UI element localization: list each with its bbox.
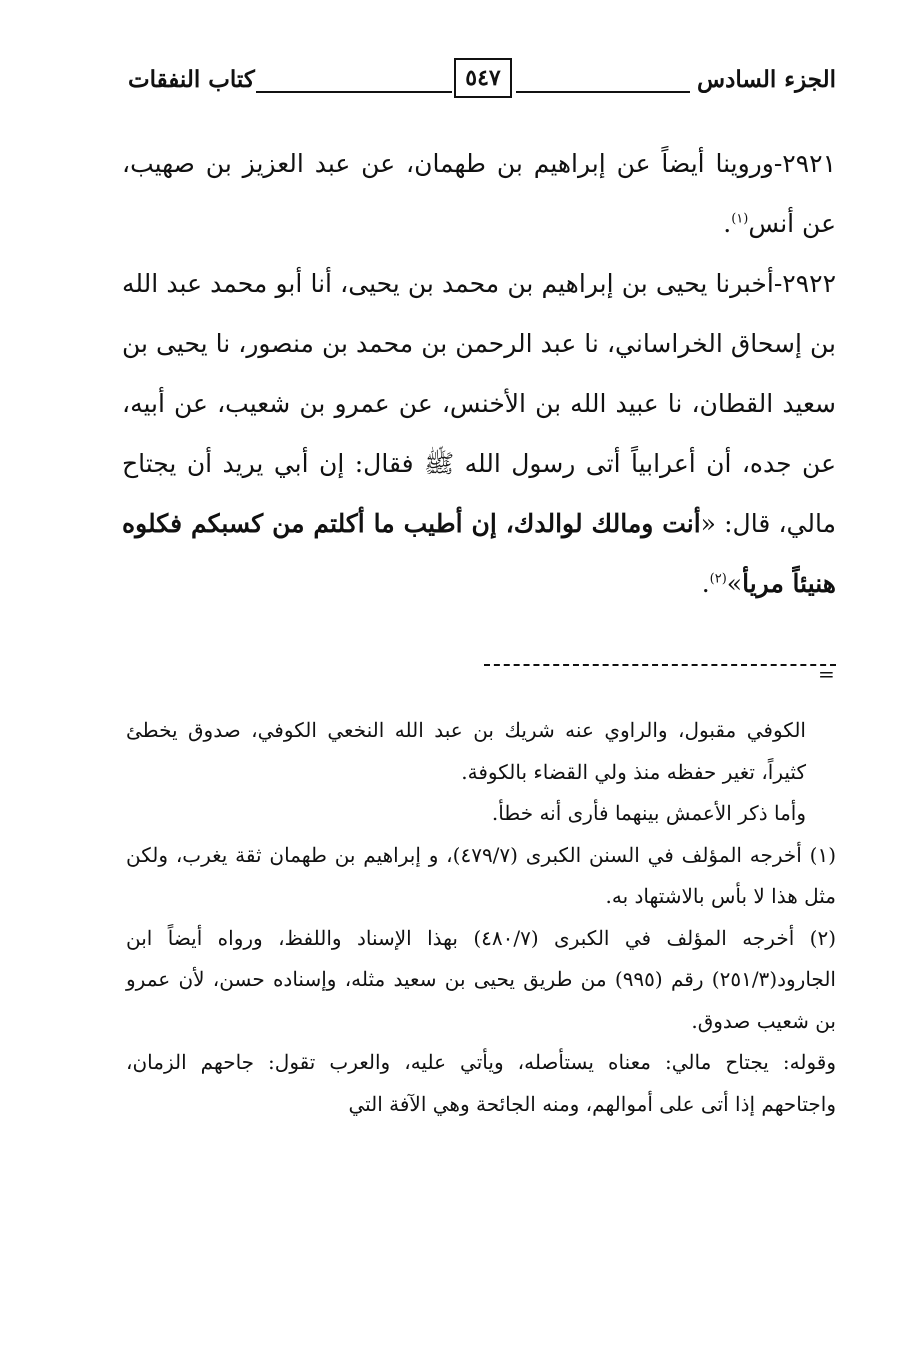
hadith-2922-isnad: ٢٩٢٢-أخبرنا يحيى بن إبراهيم بن محمد بن يحيى، أنا أبو محمد عبد الله بن إسحاق الخراساني، نا عبد الرحمن بن محمد بن منصور، نا يحيى بن سعيد القطان، نا عبيد الله بن الأخنس، عن عمرو بن شعيب، عن أبيه، عن جده، أن أعرابياً أتى رسول الله ﷺ فقال: إن أبي يريد أن يجتاح مالي، قال: «	[122, 269, 836, 538]
footnote-2-explanation: وقوله: يجتاح مالي: معناه يستأصله، ويأتي عليه، والعرب تقول: جاحهم الزمان، واجتاحهم إذا أتى على أموالهم، ومنه الجائحة وهي الآفة التي	[126, 1050, 836, 1116]
hadith-2922: ٢٩٢٢-أخبرنا يحيى بن إبراهيم بن محمد بن يحيى، أنا أبو محمد عبد الله بن إسحاق الخراساني، نا عبد الرحمن بن محمد بن منصور، نا يحيى بن سعيد القطان، نا عبيد الله بن الأخنس، عن عمرو بن شعيب، عن أبيه، عن جده، أن أعرابياً أتى رسول الله ﷺ فقال: إن أبي يريد أن يجتاح مالي، قال: «أنت ومالك لوالدك، إن أطيب ما أكلتم من كسبكم فكلوه هنيئاً مريأ»$^{(٢)}$.	[122, 269, 836, 598]
footnote-continued-note: وأما ذكر الأعمش بينهما فأرى أنه خطأ.	[491, 801, 806, 825]
hadith-2921-text: ٢٩٢١-وروينا أيضاً عن إبراهيم بن طهمان، عن عبد العزيز بن صهيب، عن أنس	[122, 149, 836, 238]
footnote-separator	[484, 664, 836, 666]
footnotes	[126, 710, 836, 1125]
main-text	[122, 134, 836, 614]
header-rule-left	[256, 91, 452, 93]
book-title: كتاب النفقات	[128, 66, 255, 93]
footnote-ref-1: (١)	[731, 211, 749, 227]
volume-title: الجزء السادس	[697, 66, 836, 93]
header-rule-right	[516, 91, 690, 93]
footnote-1: (١) أخرجه المؤلف في السنن الكبرى (٤٧٩/٧)، و إبراهيم بن طهمان ثقة يغرب، ولكن مثل هذا لا بأس بالاشتهاد به.	[126, 842, 836, 908]
footnote-continuation-mark: =	[818, 662, 835, 686]
footnote-2: (٢) أخرجه المؤلف في الكبرى (٤٨٠/٧) بهذا الإسناد واللفظ، ورواه أيضاً ابن الجارود(٢٥١/٣) رقم (٩٩٥) من طريق يحيى بن سعيد مثله، وإسناده حسن، لأن عمرو بن شعيب صدوق.	[126, 925, 836, 1033]
hadith-2922-matn: أنت ومالك لوالدك، إن أطيب ما أكلتم من كسبكم فكلوه هنيئاً مريأ	[122, 509, 836, 598]
footnote-continued: الكوفي مقبول، والراوي عنه شريك بن عبد الله النخعي الكوفي، صدوق يخطئ كثيراً، تغير حفظه منذ ولي القضاء بالكوفة.	[126, 718, 806, 784]
hadith-2921: ٢٩٢١-وروينا أيضاً عن إبراهيم بن طهمان، عن عبد العزيز بن صهيب، عن أنس$^{(١)}$.	[122, 149, 836, 238]
footnote-ref-2: (٢)	[709, 571, 727, 587]
hadith-2922-close-quote: »	[726, 569, 743, 598]
page-number: ٥٤٧	[454, 58, 512, 98]
running-header	[128, 58, 836, 104]
